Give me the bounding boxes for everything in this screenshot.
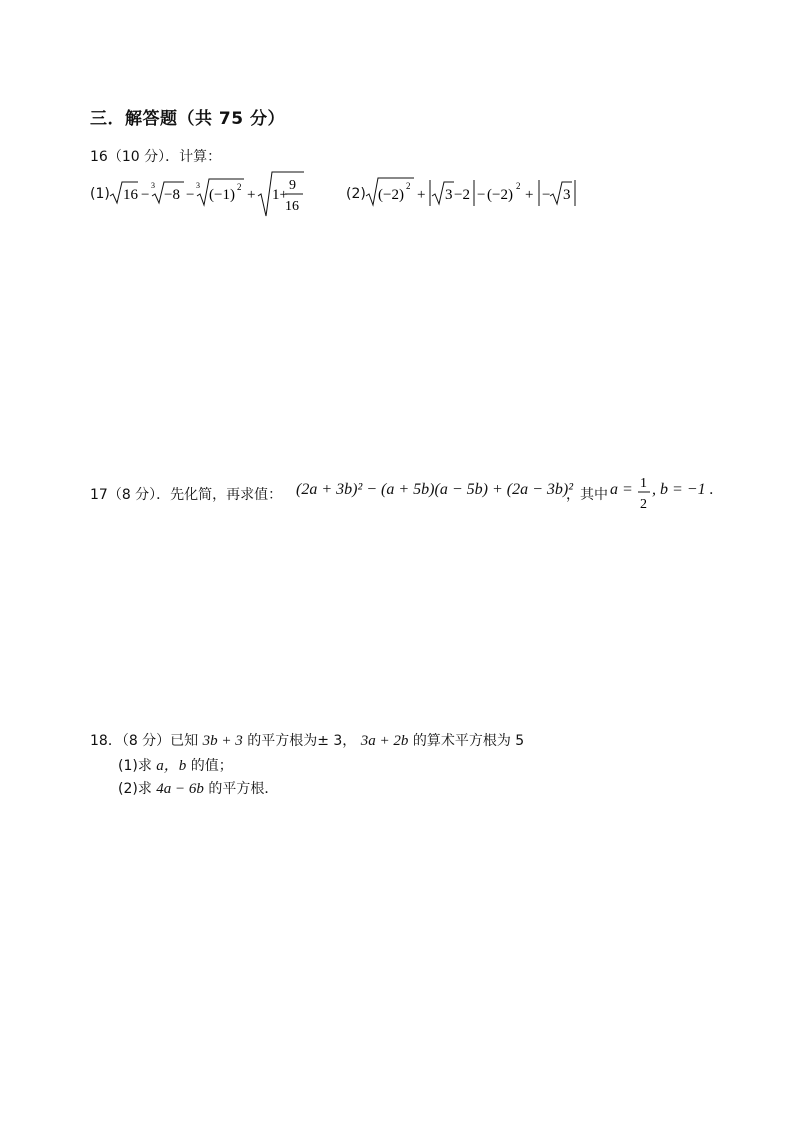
q16-e1-t3: (−1) [209,187,235,203]
q16-e2-abs1-rest: −2 [454,187,470,203]
q16-e1-t4a: 1+ [272,187,288,203]
q16-part1-label: (1) [90,186,110,202]
q17-header: 17（8 分）．先化简，再求值： [90,487,283,503]
q17-frac-num: 1 [640,476,647,491]
q18-sub2-tail: 的平方根． [208,781,279,797]
section-title: 三．解答题（共 75 分） [90,109,285,129]
q16-e2-exp3: 2 [516,181,521,191]
q16-header: 16（10 分）．计算： [90,149,222,165]
q16-e1-minus1: − [141,187,150,203]
q18-text1: 的平方根为± 3， [247,733,357,749]
q16-e1-cube-index: 3 [151,181,155,190]
q16-e1-frac-den: 16 [285,199,299,214]
q16-e1-t2: −8 [164,187,180,203]
q18-text2: 的算术平方根为 5 [412,733,525,749]
q16-e1-exp: 2 [237,182,242,192]
q18-sub1-label: (1)求 [118,758,152,774]
q16-e1-t1: 16 [123,187,138,203]
q17-fraction [637,470,651,514]
q18-sub2 [118,778,278,798]
q16-e2-abs2-prefix: − [542,187,551,203]
q16-e1-minus2: − [186,187,195,203]
q16-e2-abs2-root: 3 [563,187,571,203]
q16-e1-plus: + [247,187,256,203]
q16-e2-root3: 3 [445,187,453,203]
q16-e1-cube-index-2: 3 [196,181,200,190]
q17-cond-a: a = [610,481,633,498]
q17-cond-b: , b = −1 . [652,481,714,498]
q16-part2-label: (2) [346,186,366,202]
q17-condition-label: ，其中 [566,487,608,503]
q16-e2-t3: (−2) [487,187,513,203]
q18-header-prefix: 18．（8 分）已知 [90,733,199,749]
q18-header [90,730,524,750]
q16-e2-t1: (−2) [378,187,404,203]
q18-expr1: 3b + 3 [202,733,243,749]
q18-sub1-vars: a，b [156,758,187,774]
q17-expression: (2a + 3b)² − (a + 5b)(a − 5b) + (2a − 3b)² [296,481,573,498]
q18-sub2-expr: 4a − 6b [156,781,204,797]
q16-e2-plus2: + [525,187,534,203]
q16-e2-minus: − [477,187,486,203]
q18-sub1 [118,754,233,775]
q17-frac-den: 2 [640,497,647,512]
q16-e1-frac-num: 9 [289,178,296,193]
q16-expression-1 [108,170,318,220]
q16-expression-2 [364,172,584,216]
q18-sub1-tail: 的值； [190,758,233,774]
q16-e2-plus1: + [417,187,426,203]
q18-sub2-label: (2)求 [118,781,152,797]
q16-e2-exp1: 2 [406,181,411,191]
q18-expr2: 3a + 2b [360,733,409,749]
